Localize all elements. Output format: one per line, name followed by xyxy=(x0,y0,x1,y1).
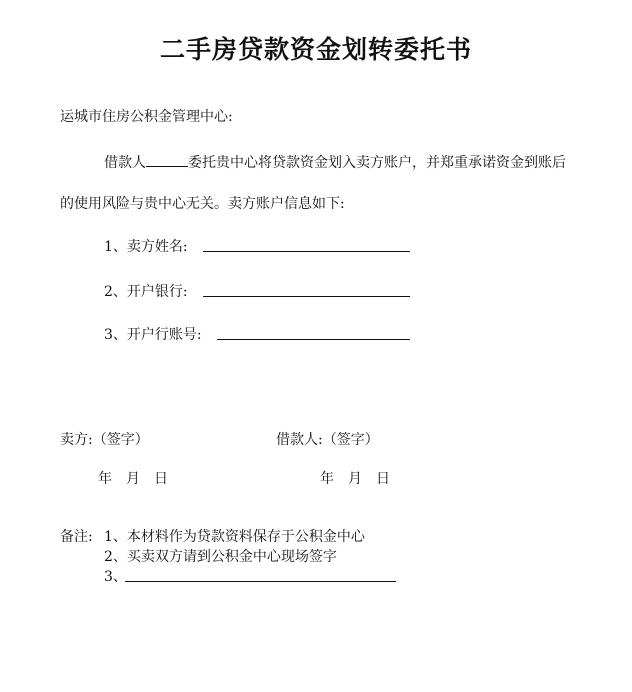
borrower-label: 借款人 xyxy=(104,155,146,171)
borrower-signature-label: 借款人:（签字） xyxy=(276,432,379,448)
notes-label: 备注: xyxy=(60,529,93,545)
paragraph-line-2: 的使用风险与贵中心无关。卖方账户信息如下: xyxy=(60,196,345,212)
field-seller-name xyxy=(104,236,188,256)
note-item-2: 2、买卖双方请到公积金中心现场签字 xyxy=(104,549,337,565)
addressee: 运城市住房公积金管理中心: xyxy=(60,109,233,125)
seller-date: 年 月 日 xyxy=(98,471,168,487)
paragraph-line-1-text: 委托贵中心将贷款资金划入卖方账户，并郑重承诺资金到账后 xyxy=(188,155,566,171)
field-label: 2、开户银行: xyxy=(104,284,188,300)
borrower-name-blank[interactable] xyxy=(146,153,188,167)
field-label: 3、开户行账号: xyxy=(104,327,202,343)
account-blank[interactable] xyxy=(217,325,410,340)
field-bank xyxy=(104,281,188,301)
field-label: 1、卖方姓名: xyxy=(104,239,188,255)
bank-blank[interactable] xyxy=(203,282,410,297)
paragraph-line-1 xyxy=(104,152,566,172)
note-item-3: 3、 xyxy=(104,569,127,585)
seller-signature-label: 卖方:（签字） xyxy=(60,432,149,448)
seller-name-blank[interactable] xyxy=(203,237,410,252)
note-item-1: 1、本材料作为贷款资料保存于公积金中心 xyxy=(104,529,365,545)
field-account xyxy=(104,324,202,344)
borrower-date: 年 月 日 xyxy=(320,471,390,487)
document-title: 二手房贷款资金划转委托书 xyxy=(159,35,472,64)
note-3-blank[interactable] xyxy=(125,567,396,582)
